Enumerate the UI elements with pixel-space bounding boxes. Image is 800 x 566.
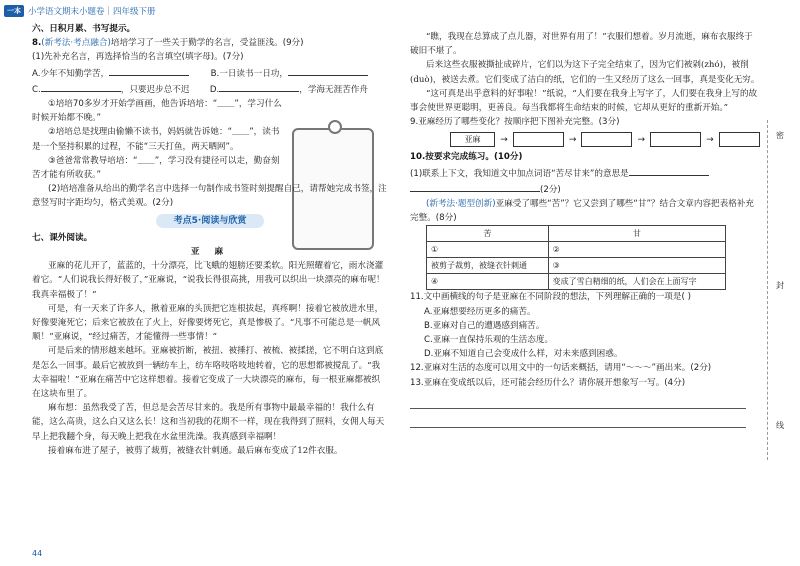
table-cell[interactable]: ② <box>548 242 725 258</box>
question-9: 9.亚麻经历了哪些变化？按顺序把下图补充完整。(3分) <box>410 117 620 128</box>
question-8: 8.(新考法·考点融合)培培学习了一些关于勤学的名言，受益匪浅。(9分) <box>32 38 304 49</box>
seal-char: 线 <box>776 421 784 430</box>
table-cell[interactable]: ④ <box>427 274 549 290</box>
answer-blank[interactable] <box>219 81 299 92</box>
answer-blank[interactable] <box>629 165 709 176</box>
right-page <box>400 0 800 566</box>
table-row <box>427 258 726 274</box>
prompt-2: ②培培总是找理由偷懒不读书，妈妈就告诉她：“＿＿”，读书是一个坚持积累的过程，不能“三天打鱼，两天晒网”。 <box>32 127 280 152</box>
seal-char: 封 <box>776 281 784 290</box>
question-12: 12.亚麻对生活的态度可以用文中的一句话来概括，请用“～～～”画出来。(2分) <box>410 363 712 374</box>
page-header <box>4 4 156 18</box>
answer-line[interactable] <box>410 392 746 409</box>
section-6-heading: 六、日积月累、书写提示。 <box>32 24 136 34</box>
question-13: 13.亚麻在变成纸以后，还可能会经历什么？请你展开想象写一写。(4分) <box>410 377 686 388</box>
options-row-2: C. ，只要迟步总不迟 D. ，学海无涯苦作舟 <box>32 81 388 97</box>
table-row <box>427 274 726 290</box>
answer-blank[interactable] <box>109 65 189 76</box>
story-paragraph: 后来这些衣服被撕扯成碎片，它们以为这下子完全结束了，因为它们被剁(zhó)，被削(duò)，被送去煮。它们变成了洁白的纸，它们的一生又经历了这么一回事，真是变化无穷。 <box>410 60 760 85</box>
question-8-1: (1)先补充名言，再选择恰当的名言填空(填字母)。(7分) <box>32 52 244 63</box>
arrow-icon: → <box>568 134 577 145</box>
flow-box-blank[interactable] <box>581 132 632 147</box>
question-11: 11.文中画横线的句子是亚麻在不同阶段的想法，下列理解正确的一项是( ) <box>410 292 691 303</box>
seal-line <box>767 120 798 460</box>
book-logo: 一本 <box>4 5 24 17</box>
question-10-1-answer: (2分) <box>410 181 760 197</box>
story-paragraph: 麻布想：虽然我受了苦，但总是会苦尽甘来的。我是所有事物中最最幸福的！我什么有能，这么高贵，这么白又这么长！这和当初我的花期不一样，现在我得到了照料，女佣人每天早上把我翻个身，每天晚上把我在水盆里洗澡。我真感到幸福啊！ <box>32 403 385 442</box>
seal-char: 密 <box>776 131 784 140</box>
option-a[interactable]: A.亚麻想要经历更多的痛苦。 <box>424 306 536 317</box>
option-c[interactable]: C.亚麻一直保持乐观的生活态度。 <box>424 335 554 346</box>
question-10: 10.按要求完成练习。(10分) <box>410 152 523 163</box>
flow-box-first: 亚麻 <box>450 132 495 147</box>
section-banner: 考点5·阅读与欣赏 <box>32 214 388 228</box>
flow-box-blank[interactable] <box>513 132 564 147</box>
book-title: 小学语文期末小题卷｜四年级下册 <box>28 7 156 17</box>
bitter-sweet-table <box>426 225 726 290</box>
story-paragraph: 可是后来的情形越来越坏。亚麻被折断，被扭、被捶打、被梳、被揉搓，它不明白这到底是怎么一回事。最后它被放到一辆纺车上，纺车咯吱咯吱地转着，它的思想都被搅乱了。“我太幸福啦！”亚麻在痛苦中它这样想着。接着它变成了一大块漂亮的麻布，每一根亚麻都被织在这块布里了。 <box>32 346 384 400</box>
change-flowchart <box>450 132 760 147</box>
story-paragraph: 亚麻的花儿开了，蓝蓝的，十分漂亮，比飞蛾的翅膀还要柔软。阳光照耀着它，雨水浇灌着它。“人们说我长得好极了，”亚麻说，“说我长得很高挑，用我可以织出一块漂亮的麻布呢！我真幸福极了！” <box>32 261 385 300</box>
page-number: 44 <box>32 549 43 558</box>
prompt-1: ①培培70多岁才开始学画画，他告诉培培：“＿＿”，学习什么时候开始都不晚。” <box>32 99 282 124</box>
story-paragraph: 可是，有一天来了许多人，揪着亚麻的头顶把它连根拔起，真疼啊！接着它被放进水里，好像要淹死它；后来它被放在了火上，好像要烤死它，真是惨极了。“凡事不可能总是一帆风顺！”亚麻说，“经过痛苦，才能懂得一些事情！” <box>32 303 384 343</box>
story-paragraph: “瞧，我现在总算成了点儿器，对世界有用了！”衣服们想着。岁月流逝，麻布衣服终于破旧不堪了。 <box>410 32 753 57</box>
arrow-icon: → <box>637 134 646 145</box>
section-7-heading: 七、课外阅读。 <box>32 232 93 243</box>
story-paragraph: “这可真是出乎意料的好事啦！”纸说，“人们要在我身上写字了，人们要在我身上写的故事会使世界更聪明，更善良。每当我都将生命结束的时候，它却从更好的重新开始。” <box>410 88 758 114</box>
prompt-3: ③爸爸常常教导培培：“＿＿”，学习没有捷径可以走，勤奋刻苦才能有所收获。” <box>32 155 280 181</box>
arrow-icon: → <box>706 134 714 145</box>
table-header: 苦 <box>427 226 549 242</box>
arrow-icon: → <box>500 134 508 145</box>
answer-blank[interactable] <box>288 65 368 76</box>
flow-box-blank[interactable] <box>719 132 760 147</box>
option-d[interactable]: D.亚麻不知道自己会变成什么样，对未来感到困惑。 <box>424 349 623 360</box>
story-title: 亚 麻 <box>190 247 230 258</box>
answer-line[interactable] <box>410 411 746 428</box>
question-8-2: (2)培培准备从给出的勤学名言中选择一句制作成书签时刻提醒自己，请帮她完成书签，注意竖写时字距均匀，格式美观。(2分) <box>32 184 387 209</box>
options-row-1: A.少年不知勤学苦， B.一日读书一日功， <box>32 65 388 81</box>
table-cell: 被剪子裁剪，被缝衣针刺通 <box>427 258 549 274</box>
answer-blank[interactable] <box>410 181 540 192</box>
answer-blank[interactable] <box>41 81 121 92</box>
table-header: 甘 <box>548 226 725 242</box>
table-cell: 变成了雪白精细的纸，人们会在上面写字 <box>548 274 725 290</box>
table-row <box>427 242 726 258</box>
table-cell[interactable]: ① <box>427 242 549 258</box>
question-10-1: (1)联系上下文，我知道文中加点词语“苦尽甘来”的意思是 <box>410 165 760 181</box>
flow-box-blank[interactable] <box>650 132 701 147</box>
story-paragraph: 接着麻布进了屋子，被剪了裁剪，被缝衣针刺通。最后麻布变成了12件衣服。 <box>48 445 343 456</box>
option-b[interactable]: B.亚麻对自己的遭遇感到痛苦。 <box>424 320 545 331</box>
question-10-2: (新考法·题型创新)亚麻受了哪些“苦”？它又尝到了哪些“甘”？结合文章内容把表格补充完整。(8分) <box>410 199 755 224</box>
table-cell[interactable]: ③ <box>548 258 725 274</box>
